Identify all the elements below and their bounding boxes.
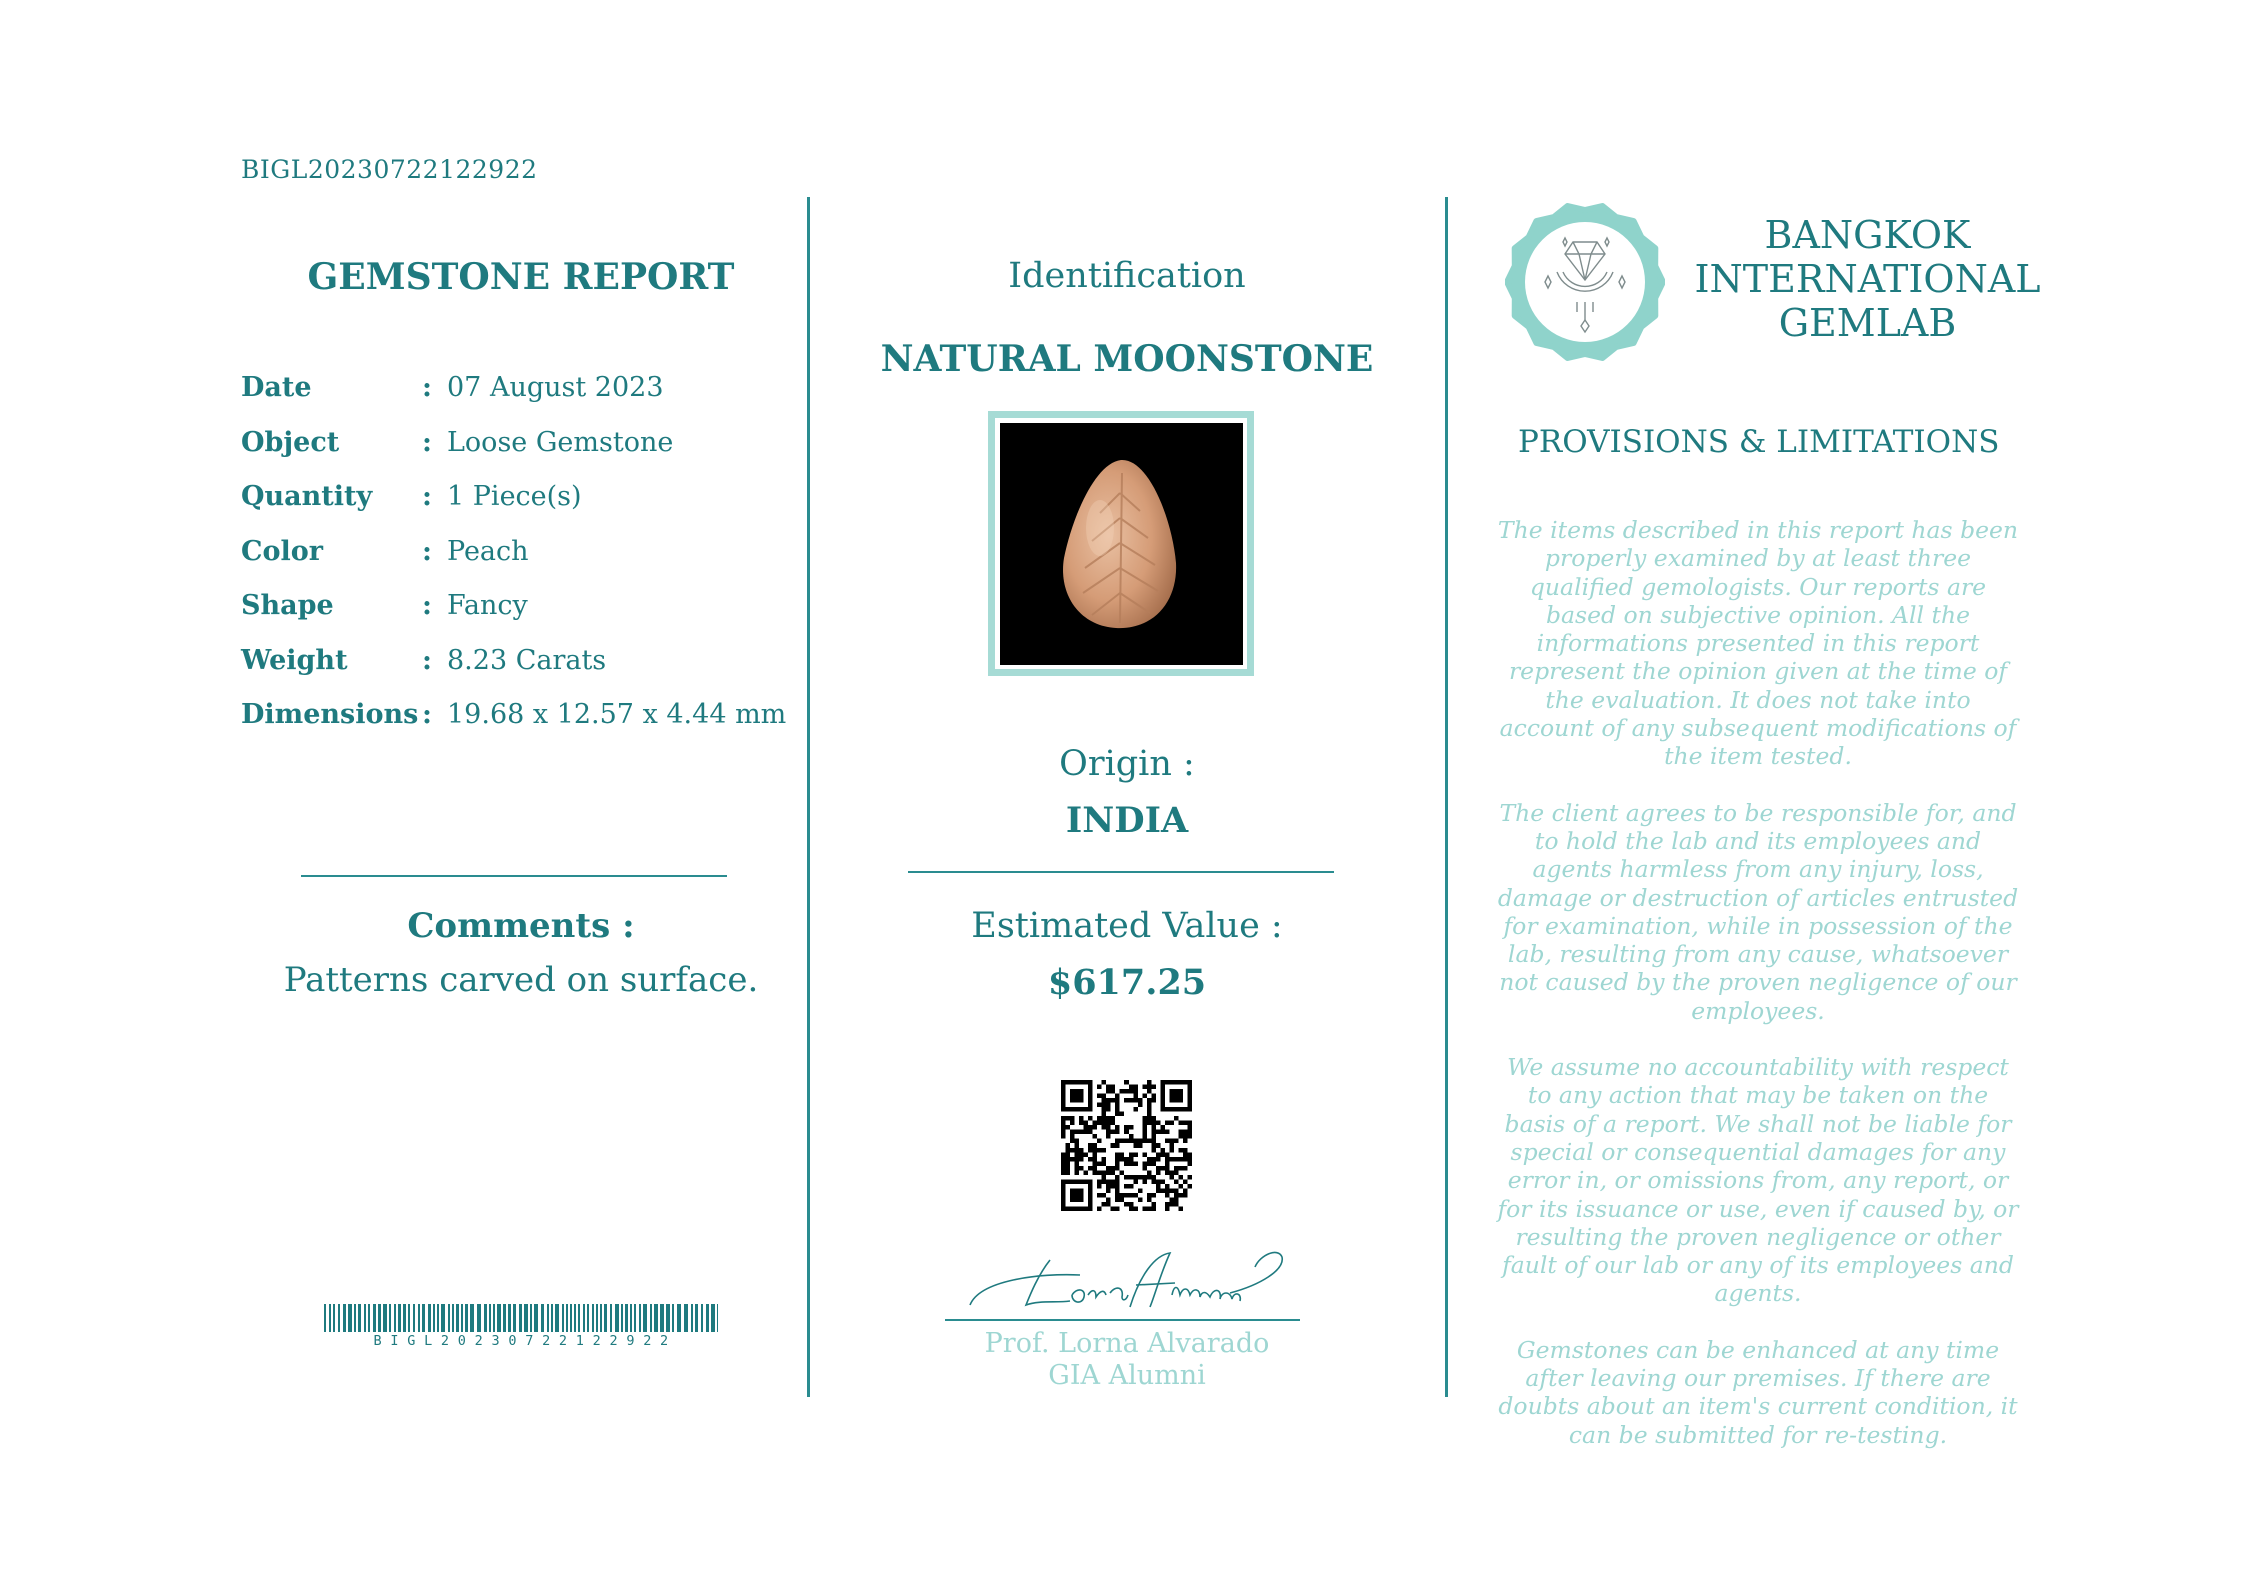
- gem-name: NATURAL MOONSTONE: [880, 338, 1374, 380]
- provision-paragraph-1: The items described in this report has been properly examined by at least three qualified gemologists. Our reports are based on subjective opinion. All the informations presented in this report represent the opinion given at the time of the evaluation. It does not take into account of any subsequent modifications of the item tested.: [1497, 516, 2019, 771]
- value-divider: [908, 871, 1334, 873]
- provisions-title: PROVISIONS & LIMITATIONS: [1518, 424, 2000, 460]
- lab-name-line-3: GEMLAB: [1778, 301, 1957, 345]
- detail-label: Dimensions: [241, 699, 419, 730]
- estimated-value-label: Estimated Value :: [971, 906, 1283, 946]
- qr-code[interactable]: [1061, 1080, 1192, 1211]
- signature-image: [960, 1245, 1290, 1317]
- detail-value: 1 Piece(s): [447, 481, 582, 512]
- detail-value: 19.68 x 12.57 x 4.44 mm: [447, 699, 787, 730]
- lab-name-line-1: BANGKOK: [1764, 213, 1971, 257]
- signatory-name: Prof. Lorna Alvarado: [984, 1328, 1270, 1359]
- column-divider-left: [807, 197, 810, 1397]
- lab-name: [1690, 213, 2045, 345]
- detail-colon: :: [422, 699, 432, 730]
- lab-seal-logo: [1505, 202, 1665, 362]
- detail-label: Object: [241, 426, 340, 458]
- comments-divider: [301, 875, 727, 877]
- detail-label: Weight: [241, 644, 348, 676]
- detail-label: Shape: [241, 590, 334, 621]
- column-divider-right: [1445, 197, 1448, 1397]
- provision-paragraph-3: We assume no accountability with respect to any action that may be taken on the basis of a report. We shall not be liable for special or consequential damages for any error in, or omissions from, any report, or for its issuance or use, even if caused by, or resulting the proven negligence or other fault of our lab or any of its employees and agents.: [1497, 1053, 2019, 1308]
- barcode-text: B I G L 2 0 2 3 0 7 2 2 1 2 2 9 2 2: [373, 1333, 669, 1349]
- detail-colon: :: [422, 481, 432, 512]
- report-title: GEMSTONE REPORT: [307, 256, 735, 298]
- detail-value: 07 August 2023: [447, 372, 664, 403]
- detail-colon: :: [422, 372, 432, 403]
- origin-label: Origin :: [1059, 744, 1195, 784]
- detail-label: Color: [241, 535, 323, 567]
- lab-name-line-2: INTERNATIONAL: [1694, 257, 2041, 301]
- signature-line: [945, 1319, 1300, 1321]
- detail-colon: :: [422, 535, 432, 567]
- detail-colon: :: [422, 590, 432, 621]
- provision-paragraph-4: Gemstones can be enhanced at any time after leaving our premises. If there are doubts about an item's current condition, it can be submitted for re-testing.: [1498, 1335, 2018, 1449]
- detail-colon: :: [422, 644, 432, 676]
- comments-text: Patterns carved on surface.: [283, 960, 759, 1000]
- moonstone-photo: [1000, 423, 1243, 665]
- comments-label: Comments :: [407, 906, 635, 946]
- barcode-image: [324, 1304, 718, 1332]
- provision-paragraph-2: The client agrees to be responsible for, and to hold the lab and its employees and agents harmless from any injury, loss, damage or destruction of articles entrusted for examination, while in possession of the lab, resulting from any cause, whatsoever not caused by the proven negligence of our employees.: [1497, 798, 2019, 1025]
- detail-label: Quantity: [241, 481, 373, 512]
- detail-label: Date: [241, 372, 312, 403]
- origin-value: INDIA: [1065, 800, 1189, 841]
- provisions-text: [1496, 516, 2020, 1477]
- detail-value: Loose Gemstone: [447, 426, 674, 458]
- signatory-title: GIA Alumni: [1048, 1360, 1206, 1391]
- identification-label: Identification: [1008, 256, 1246, 296]
- detail-value: Peach: [447, 535, 529, 567]
- detail-value: Fancy: [447, 590, 528, 621]
- detail-value: 8.23 Carats: [447, 644, 607, 676]
- gem-photo-frame: [988, 411, 1254, 676]
- estimated-value: $617.25: [1047, 962, 1207, 1003]
- detail-colon: :: [422, 426, 432, 458]
- report-id: BIGL20230722122922: [241, 155, 538, 184]
